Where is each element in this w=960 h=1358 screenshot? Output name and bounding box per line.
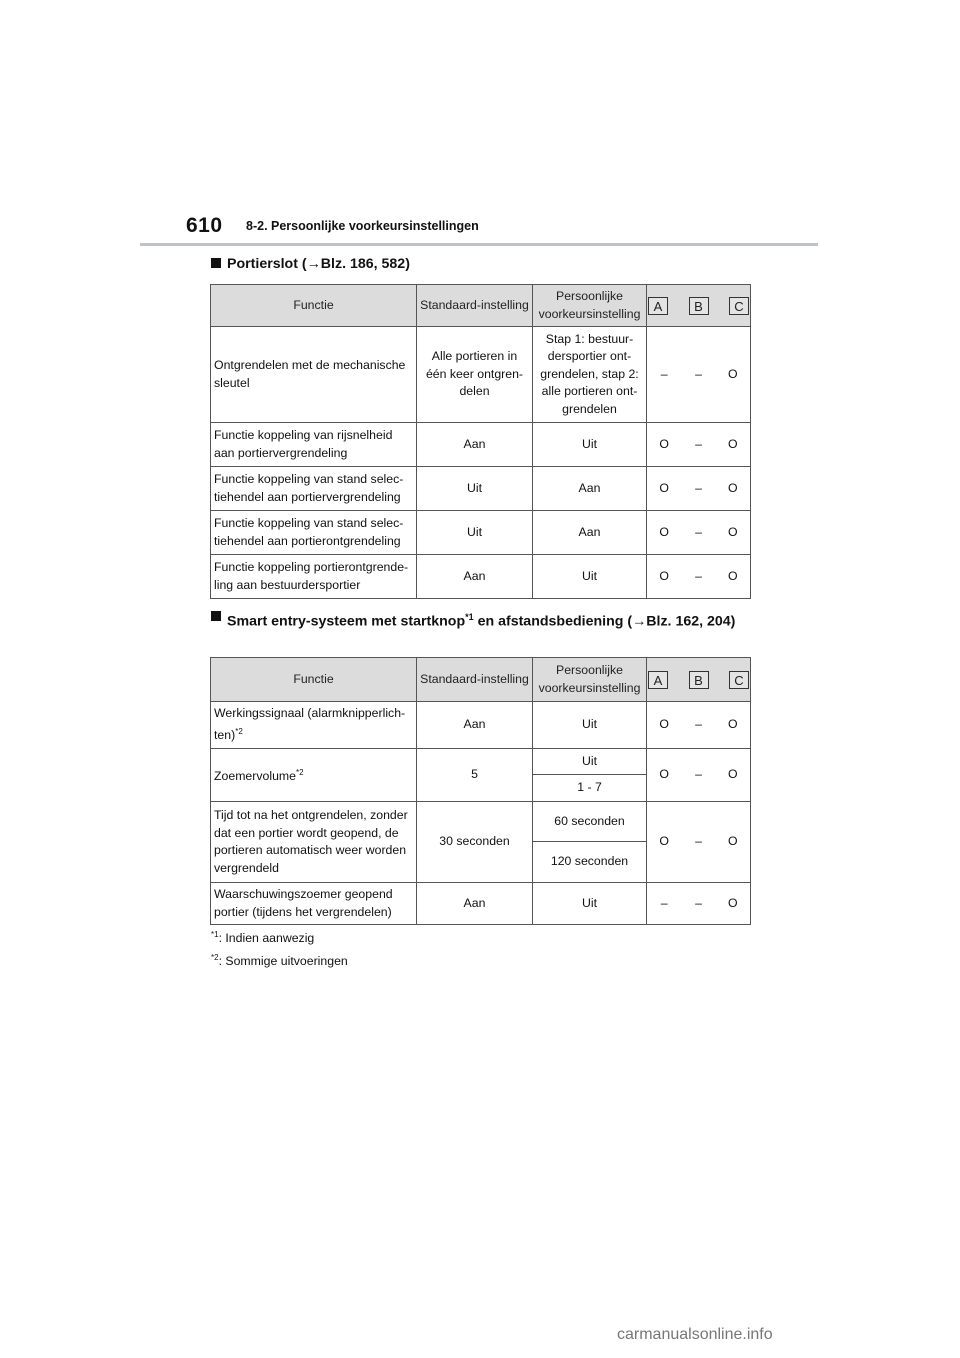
abc-values	[647, 749, 751, 802]
chapter-title: 8-2. Persoonlijke voorkeursinstellingen	[246, 219, 479, 233]
function-text: Zoemervolume	[214, 769, 297, 784]
table-row	[211, 423, 751, 467]
function-cell: Functie koppeling van rijsnelheid aan portiervergrendeling	[211, 423, 417, 467]
abc-values	[647, 327, 751, 423]
abc-values	[647, 702, 751, 749]
label-a-box: A	[648, 297, 668, 315]
table-header-row	[211, 285, 751, 327]
function-cell: Functie koppeling portierontgrende-ling aan bestuurdersportier	[211, 555, 417, 599]
smart-entry-table	[210, 657, 751, 925]
value-b: –	[695, 895, 702, 910]
function-cell: Functie koppeling van stand selec-tiehendel aan portierontgrendeling	[211, 511, 417, 555]
value-c: O	[728, 366, 738, 381]
default-cell: 5	[417, 749, 533, 802]
label-c-box: C	[729, 671, 749, 689]
value-a: O	[659, 480, 669, 495]
col-header-function: Functie	[211, 285, 417, 327]
door-lock-table	[210, 284, 751, 599]
custom-cell: Aan	[533, 511, 647, 555]
col-header-abc	[647, 285, 751, 327]
table-row	[211, 555, 751, 599]
default-cell: Aan	[417, 555, 533, 599]
value-c: O	[728, 568, 738, 583]
value-a: –	[660, 895, 668, 910]
abc-values	[647, 423, 751, 467]
table-row	[211, 467, 751, 511]
col-header-custom: Persoonlijke voorkeursinstelling	[533, 658, 647, 702]
col-header-default: Standaard-instelling	[417, 658, 533, 702]
value-b: –	[695, 834, 702, 849]
value-c: O	[728, 524, 738, 539]
square-bullet-icon	[211, 258, 221, 268]
function-cell: Ontgrendelen met de mechanische sleutel	[211, 327, 417, 423]
function-text: Werkingssignaal (alarmknipperlich-ten)	[214, 706, 406, 743]
col-header-default: Standaard-instelling	[417, 285, 533, 327]
table-row	[211, 883, 751, 925]
custom-cell: Uit	[533, 883, 647, 925]
value-a: O	[659, 717, 669, 732]
table-row	[211, 702, 751, 749]
footnote-mark: *2	[296, 768, 304, 778]
value-a: –	[660, 366, 668, 381]
function-cell	[211, 802, 417, 883]
default-cell: Aan	[417, 702, 533, 749]
value-b: –	[695, 717, 702, 732]
col-header-custom: Persoonlijke voorkeursinstelling	[533, 285, 647, 327]
default-cell: 30 seconden	[417, 802, 533, 883]
footnote-1: $^{*1}$: Indien aanwezig	[211, 930, 315, 946]
table-header-row	[211, 658, 751, 702]
custom-cell: Stap 1: bestuur-dersportier ont-grendelen, stap 2: alle portieren ont-grendelen	[533, 327, 647, 423]
function-cell	[211, 883, 417, 925]
table-row	[211, 511, 751, 555]
value-b: –	[695, 767, 702, 782]
label-c-box: C	[729, 297, 749, 315]
abc-values	[647, 883, 751, 925]
custom-cell: Uit	[533, 555, 647, 599]
custom-option: 60 seconden	[533, 802, 646, 842]
value-c: O	[728, 480, 738, 495]
value-c: O	[728, 895, 738, 910]
section-heading-door-lock: Portierslot (→Blz. 186, 582)	[211, 253, 410, 275]
abc-values	[647, 555, 751, 599]
value-a: O	[659, 568, 669, 583]
custom-cell-split	[533, 749, 647, 802]
default-cell: Aan	[417, 423, 533, 467]
value-b: –	[695, 524, 702, 539]
function-cell	[211, 702, 417, 749]
value-a: O	[659, 767, 669, 782]
custom-option: 1 - 7	[577, 780, 602, 795]
function-text: Waarschuwingszoemer geopend portier (tijdens het vergrendelen)	[214, 887, 393, 919]
default-cell: Alle portieren in één keer ontgren-delen	[417, 327, 533, 423]
footnote-2: $^{*2}$: Sommige uitvoeringen	[211, 953, 348, 969]
value-b: –	[695, 366, 702, 381]
label-a-box: A	[648, 671, 668, 689]
value-b: –	[695, 436, 702, 451]
table-row	[211, 327, 751, 423]
col-header-abc	[647, 658, 751, 702]
abc-values	[647, 802, 751, 883]
custom-cell-split	[533, 802, 647, 883]
watermark: carmanualsonline.info	[617, 1326, 773, 1343]
custom-option: Uit	[533, 749, 646, 775]
value-c: O	[728, 834, 738, 849]
function-cell	[211, 749, 417, 802]
default-cell: Aan	[417, 883, 533, 925]
footnote-mark: *2	[235, 726, 243, 736]
value-a: O	[659, 834, 669, 849]
col-header-function: Functie	[211, 658, 417, 702]
square-bullet-icon	[211, 611, 221, 621]
label-b-box: B	[689, 297, 709, 315]
value-c: O	[728, 436, 738, 451]
custom-cell: Aan	[533, 467, 647, 511]
section-heading-smart-entry: Smart entry-systeem met startknop$^{*1}$ en afstandsbediening (→Blz. 162, 204)	[211, 606, 751, 633]
header-divider	[140, 243, 818, 246]
page-number: 610	[186, 214, 223, 237]
default-cell: Uit	[417, 511, 533, 555]
value-b: –	[695, 568, 702, 583]
value-b: –	[695, 480, 702, 495]
function-text: Tijd tot na het ontgrendelen, zonder dat een portier wordt geopend, de portieren automatisch weer worden vergrendeld	[214, 808, 408, 875]
default-cell: Uit	[417, 467, 533, 511]
label-b-box: B	[689, 671, 709, 689]
value-c: O	[728, 767, 738, 782]
value-a: O	[659, 436, 669, 451]
abc-values	[647, 511, 751, 555]
table-row	[211, 802, 751, 883]
value-c: O	[728, 717, 738, 732]
table-row	[211, 749, 751, 802]
custom-cell: Uit	[533, 423, 647, 467]
abc-values	[647, 467, 751, 511]
function-cell: Functie koppeling van stand selec-tiehendel aan portiervergrendeling	[211, 467, 417, 511]
custom-cell: Uit	[533, 702, 647, 749]
value-a: O	[659, 524, 669, 539]
custom-option: 120 seconden	[550, 854, 629, 869]
